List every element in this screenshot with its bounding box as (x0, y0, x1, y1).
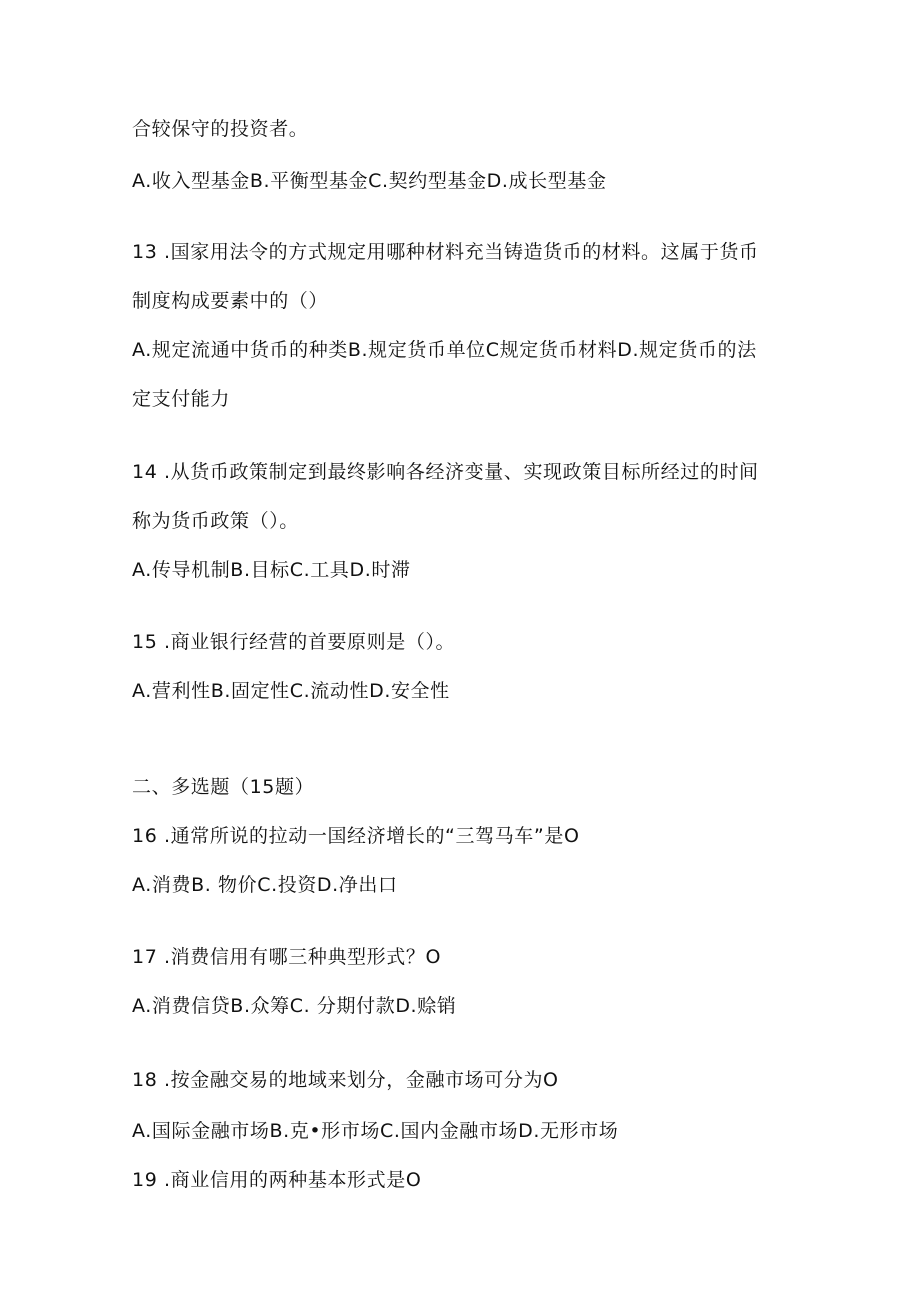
question-13-options: A.规定流通中货币的种类B.规定货币单位C规定货币材料D.规定货币的法 (132, 339, 757, 361)
question-18-options: A.国际金融市场B.克•形市场C.国内金融市场D.无形市场 (132, 1120, 619, 1142)
question-12-options: A.收入型基金B.平衡型基金C.契约型基金D.成长型基金 (132, 170, 607, 192)
section-heading: 二、多选题（15题） (132, 776, 315, 798)
question-14-options: A.传导机制B.目标C.工具D.时滞 (132, 559, 411, 581)
question-16-options: A.消费B. 物价C.投资D.净出口 (132, 874, 398, 896)
question-14-stem: 14 .从货币政策制定到最终影响各经济变量、实现政策目标所经过的时间 (132, 461, 759, 483)
question-15-options: A.营利性B.固定性C.流动性D.安全性 (132, 680, 450, 702)
question-13-stem-cont: 制度构成要素中的（） (132, 290, 329, 312)
question-17-options: A.消费信贷B.众筹C. 分期付款D.赊销 (132, 995, 457, 1017)
question-17-stem: 17 .消费信用有哪三种典型形式？O (132, 946, 442, 968)
question-13-options-cont: 定支付能力 (132, 388, 231, 410)
question-18-stem: 18 .按金融交易的地域来划分，金融市场可分为O (132, 1069, 559, 1091)
question-19-stem: 19 .商业信用的两种基本形式是O (132, 1169, 422, 1191)
text-line-continuation: 合较保守的投资者。 (132, 118, 309, 140)
question-16-stem: 16 .通常所说的拉动一国经济增长的“三驾马车”是O (132, 825, 580, 847)
question-15-stem: 15 .商业银行经营的首要原则是（）。 (132, 631, 456, 653)
question-14-stem-cont: 称为货币政策（）。 (132, 510, 299, 532)
question-13-stem: 13 .国家用法令的方式规定用哪种材料充当铸造货币的材料。这属于货币 (132, 241, 759, 263)
